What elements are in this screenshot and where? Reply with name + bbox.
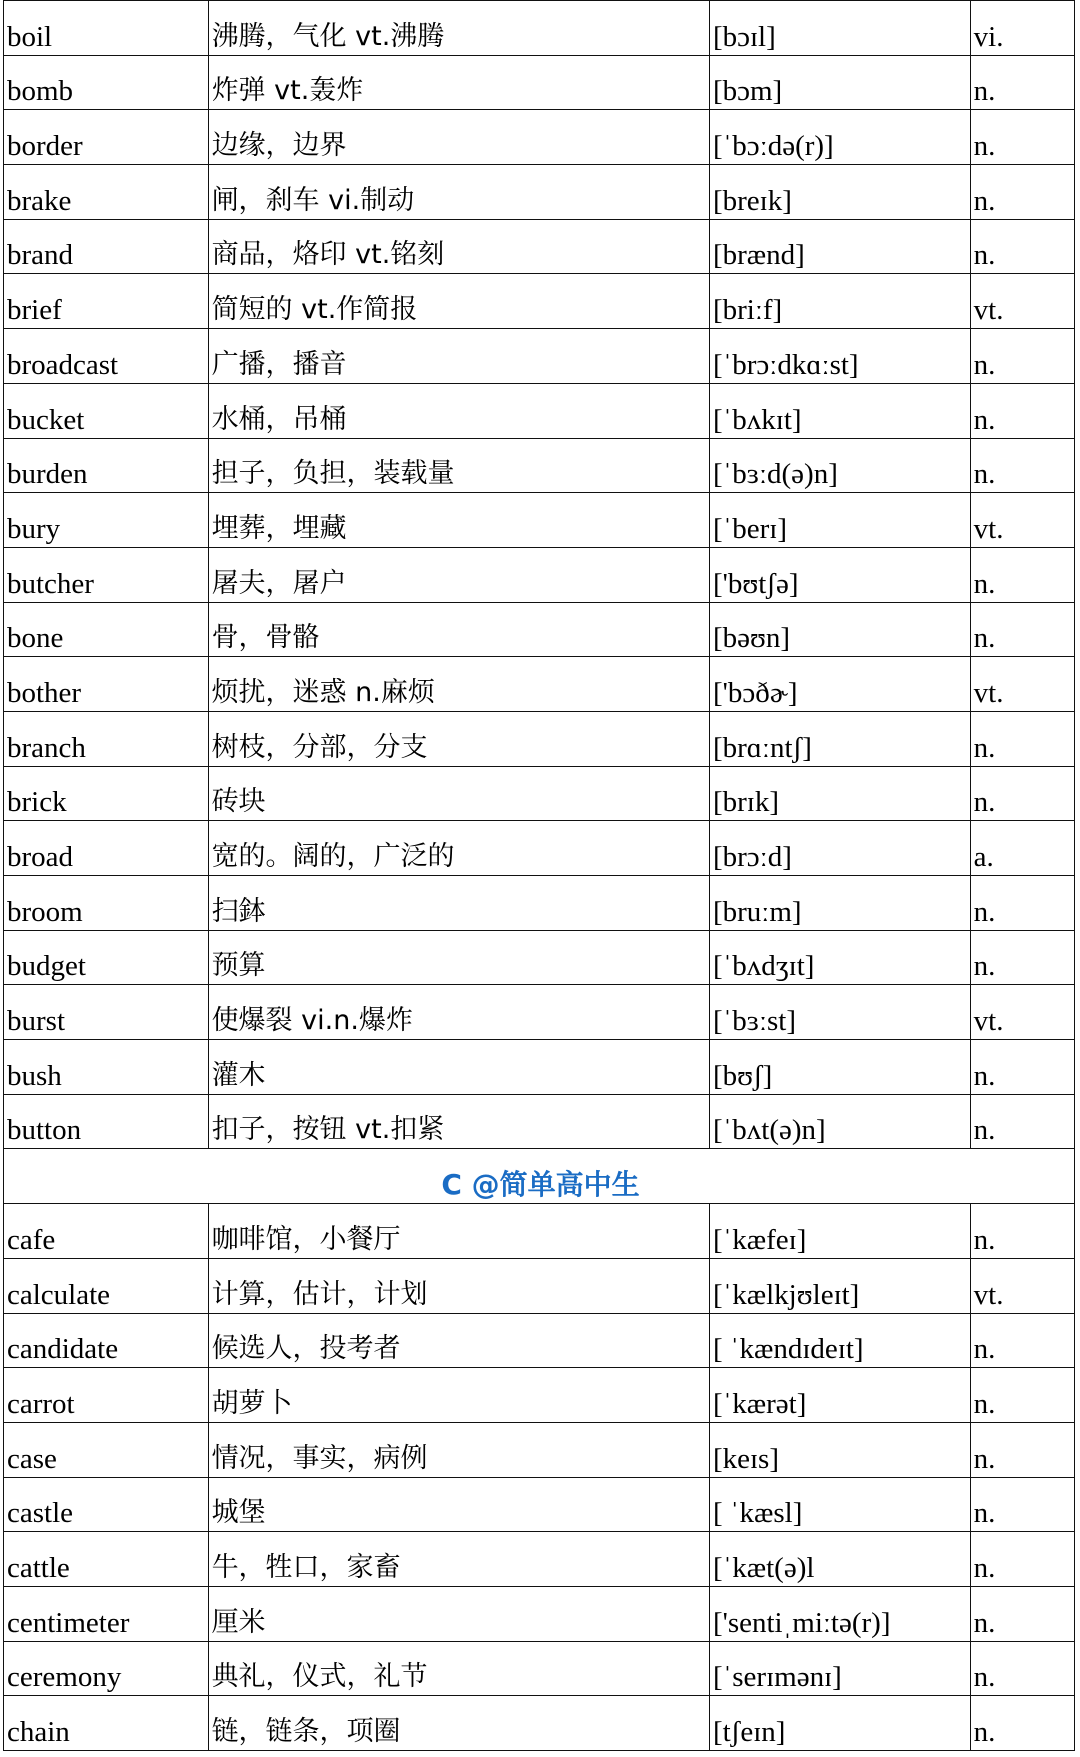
part-of-speech-cell: n.: [970, 711, 1074, 766]
word-cell: broad: [4, 821, 209, 876]
vocab-row: [4, 1422, 1075, 1477]
word-cell: burst: [4, 985, 209, 1040]
word-cell: burden: [4, 438, 209, 493]
phonetic-cell: [bʊʃ]: [709, 1040, 970, 1095]
word-cell: branch: [4, 711, 209, 766]
vocab-row: [4, 438, 1075, 493]
part-of-speech-cell: n.: [970, 1696, 1074, 1751]
meaning-cell: 计算，估计，计划: [208, 1258, 709, 1313]
phonetic-cell: [tʃeɪn]: [709, 1696, 970, 1751]
meaning-cell: 灌木: [208, 1040, 709, 1095]
word-cell: budget: [4, 930, 209, 985]
word-cell: cafe: [4, 1204, 209, 1259]
vocab-row: [4, 1, 1075, 56]
part-of-speech-cell: vt.: [970, 1258, 1074, 1313]
vocabulary-table: [3, 0, 1075, 1751]
vocab-row: [4, 1204, 1075, 1259]
meaning-cell: 埋葬，埋藏: [208, 493, 709, 548]
phonetic-cell: [ ˈkændɪdeɪt]: [709, 1313, 970, 1368]
phonetic-cell: [bɔɪl]: [709, 1, 970, 56]
word-cell: butcher: [4, 547, 209, 602]
phonetic-cell: ['bɔðɚ]: [709, 657, 970, 712]
part-of-speech-cell: n.: [970, 1641, 1074, 1696]
section-header: C @简单高中生: [4, 1149, 1075, 1204]
vocab-row: [4, 985, 1075, 1040]
word-cell: broom: [4, 876, 209, 931]
word-cell: calculate: [4, 1258, 209, 1313]
meaning-cell: 闸，刹车 vi.制动: [208, 165, 709, 220]
part-of-speech-cell: n.: [970, 1532, 1074, 1587]
word-cell: brand: [4, 219, 209, 274]
vocab-row: [4, 219, 1075, 274]
meaning-cell: 宽的。阔的，广泛的: [208, 821, 709, 876]
phonetic-cell: ['sentiˌmiːtə(r)]: [709, 1586, 970, 1641]
part-of-speech-cell: vt.: [970, 985, 1074, 1040]
meaning-cell: 候选人，投考者: [208, 1313, 709, 1368]
meaning-cell: 预算: [208, 930, 709, 985]
meaning-cell: 商品，烙印 vt.铭刻: [208, 219, 709, 274]
phonetic-cell: [breɪk]: [709, 165, 970, 220]
vocab-row: [4, 1696, 1075, 1751]
part-of-speech-cell: n.: [970, 876, 1074, 931]
meaning-cell: 城堡: [208, 1477, 709, 1532]
phonetic-cell: [ˈbɜːst]: [709, 985, 970, 1040]
part-of-speech-cell: n.: [970, 1368, 1074, 1423]
phonetic-cell: [ˈkærət]: [709, 1368, 970, 1423]
word-cell: cattle: [4, 1532, 209, 1587]
word-cell: boil: [4, 1, 209, 56]
part-of-speech-cell: n.: [970, 547, 1074, 602]
part-of-speech-cell: n.: [970, 1477, 1074, 1532]
part-of-speech-cell: vt.: [970, 493, 1074, 548]
meaning-cell: 情况，事实，病例: [208, 1422, 709, 1477]
meaning-cell: 树枝，分部，分支: [208, 711, 709, 766]
vocab-row: [4, 1477, 1075, 1532]
vocab-row: [4, 1586, 1075, 1641]
part-of-speech-cell: n.: [970, 1422, 1074, 1477]
vocab-row: [4, 329, 1075, 384]
phonetic-cell: [ˈbɜːd(ə)n]: [709, 438, 970, 493]
word-cell: button: [4, 1094, 209, 1149]
vocab-row: [4, 547, 1075, 602]
vocab-row: [4, 274, 1075, 329]
word-cell: bury: [4, 493, 209, 548]
part-of-speech-cell: vt.: [970, 274, 1074, 329]
vocab-row: [4, 165, 1075, 220]
vocab-row: [4, 493, 1075, 548]
vocab-row: [4, 1532, 1075, 1587]
phonetic-cell: [keɪs]: [709, 1422, 970, 1477]
word-cell: bush: [4, 1040, 209, 1095]
phonetic-cell: [ˈbʌdʒɪt]: [709, 930, 970, 985]
part-of-speech-cell: n.: [970, 766, 1074, 821]
word-cell: chain: [4, 1696, 209, 1751]
phonetic-cell: [ˈbɔːdə(r)]: [709, 110, 970, 165]
vocabulary-table-body: [4, 1, 1075, 1751]
part-of-speech-cell: n.: [970, 329, 1074, 384]
part-of-speech-cell: n.: [970, 383, 1074, 438]
phonetic-cell: [ˈbʌkɪt]: [709, 383, 970, 438]
meaning-cell: 炸弹 vt.轰炸: [208, 55, 709, 110]
vocab-row: [4, 930, 1075, 985]
meaning-cell: 屠夫，屠户: [208, 547, 709, 602]
vocab-row: [4, 602, 1075, 657]
part-of-speech-cell: n.: [970, 219, 1074, 274]
section-row: [4, 1149, 1075, 1204]
meaning-cell: 典礼，仪式，礼节: [208, 1641, 709, 1696]
phonetic-cell: [briːf]: [709, 274, 970, 329]
word-cell: candidate: [4, 1313, 209, 1368]
part-of-speech-cell: n.: [970, 1094, 1074, 1149]
word-cell: brake: [4, 165, 209, 220]
meaning-cell: 胡萝卜: [208, 1368, 709, 1423]
part-of-speech-cell: n.: [970, 55, 1074, 110]
word-cell: border: [4, 110, 209, 165]
meaning-cell: 烦扰，迷惑 n.麻烦: [208, 657, 709, 712]
vocab-row: [4, 55, 1075, 110]
phonetic-cell: [brænd]: [709, 219, 970, 274]
vocab-row: [4, 657, 1075, 712]
phonetic-cell: [ˈberɪ]: [709, 493, 970, 548]
vocab-row: [4, 766, 1075, 821]
word-cell: bucket: [4, 383, 209, 438]
meaning-cell: 骨，骨骼: [208, 602, 709, 657]
word-cell: ceremony: [4, 1641, 209, 1696]
word-cell: broadcast: [4, 329, 209, 384]
phonetic-cell: [bruːm]: [709, 876, 970, 931]
part-of-speech-cell: n.: [970, 1586, 1074, 1641]
phonetic-cell: [ˈkæfeɪ]: [709, 1204, 970, 1259]
phonetic-cell: [ˈkæt(ə)l: [709, 1532, 970, 1587]
part-of-speech-cell: n.: [970, 1204, 1074, 1259]
vocab-row: [4, 876, 1075, 931]
part-of-speech-cell: n.: [970, 110, 1074, 165]
word-cell: centimeter: [4, 1586, 209, 1641]
part-of-speech-cell: vt.: [970, 657, 1074, 712]
vocab-row: [4, 1368, 1075, 1423]
meaning-cell: 使爆裂 vi.n.爆炸: [208, 985, 709, 1040]
vocab-row: [4, 1258, 1075, 1313]
part-of-speech-cell: n.: [970, 930, 1074, 985]
phonetic-cell: [brɑːntʃ]: [709, 711, 970, 766]
vocab-row: [4, 1094, 1075, 1149]
phonetic-cell: [brɔːd]: [709, 821, 970, 876]
word-cell: bone: [4, 602, 209, 657]
vocab-row: [4, 1641, 1075, 1696]
part-of-speech-cell: vi.: [970, 1, 1074, 56]
word-cell: bother: [4, 657, 209, 712]
meaning-cell: 边缘，边界: [208, 110, 709, 165]
meaning-cell: 沸腾，气化 vt.沸腾: [208, 1, 709, 56]
vocab-row: [4, 383, 1075, 438]
meaning-cell: 广播，播音: [208, 329, 709, 384]
meaning-cell: 水桶，吊桶: [208, 383, 709, 438]
phonetic-cell: [ˈbrɔːdkɑːst]: [709, 329, 970, 384]
word-cell: bomb: [4, 55, 209, 110]
phonetic-cell: [ˈserɪmənɪ]: [709, 1641, 970, 1696]
word-cell: brief: [4, 274, 209, 329]
phonetic-cell: [ˈkælkjʊleɪt]: [709, 1258, 970, 1313]
vocab-row: [4, 110, 1075, 165]
phonetic-cell: [ˈbʌt(ə)n]: [709, 1094, 970, 1149]
part-of-speech-cell: n.: [970, 165, 1074, 220]
part-of-speech-cell: a.: [970, 821, 1074, 876]
vocab-row: [4, 1040, 1075, 1095]
meaning-cell: 链，链条，项圈: [208, 1696, 709, 1751]
meaning-cell: 厘米: [208, 1586, 709, 1641]
vocab-row: [4, 821, 1075, 876]
vocab-row: [4, 1313, 1075, 1368]
word-cell: castle: [4, 1477, 209, 1532]
meaning-cell: 牛，牲口，家畜: [208, 1532, 709, 1587]
meaning-cell: 扣子，按钮 vt.扣紧: [208, 1094, 709, 1149]
phonetic-cell: [ ˈkæsl]: [709, 1477, 970, 1532]
vocab-row: [4, 711, 1075, 766]
phonetic-cell: [bɔm]: [709, 55, 970, 110]
meaning-cell: 简短的 vt.作简报: [208, 274, 709, 329]
part-of-speech-cell: n.: [970, 1040, 1074, 1095]
part-of-speech-cell: n.: [970, 602, 1074, 657]
word-cell: case: [4, 1422, 209, 1477]
meaning-cell: 担子，负担，装载量: [208, 438, 709, 493]
part-of-speech-cell: n.: [970, 438, 1074, 493]
meaning-cell: 砖块: [208, 766, 709, 821]
meaning-cell: 扫鉢: [208, 876, 709, 931]
word-cell: brick: [4, 766, 209, 821]
word-cell: carrot: [4, 1368, 209, 1423]
phonetic-cell: [brɪk]: [709, 766, 970, 821]
meaning-cell: 咖啡馆，小餐厅: [208, 1204, 709, 1259]
phonetic-cell: [bəʊn]: [709, 602, 970, 657]
part-of-speech-cell: n.: [970, 1313, 1074, 1368]
phonetic-cell: ['bʊtʃə]: [709, 547, 970, 602]
